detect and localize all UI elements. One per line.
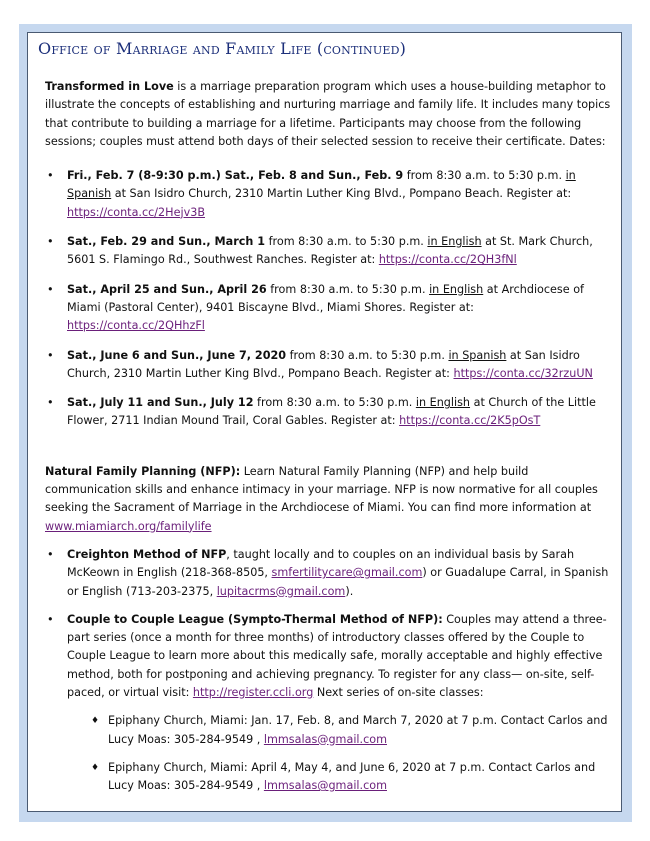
content-panel [27, 32, 622, 812]
email-link[interactable]: lupitacrms@gmail.com [216, 584, 346, 598]
class-text: Epiphany Church, Miami: April 4, May 4, and June 6, 2020 at 7 p.m. Contact Carlos and Lucy Moas: 305-284-9549 , [108, 760, 596, 793]
ccl-tail: Next series of on-site classes: [313, 686, 484, 700]
class-item [91, 759, 612, 796]
intro-program-name: Transformed in Love [45, 80, 174, 93]
class-item [91, 712, 612, 749]
session-language: in English [429, 282, 484, 296]
register-link[interactable]: https://conta.cc/2QH3fNl [378, 253, 517, 267]
content-body [45, 78, 612, 796]
creighton-text: , taught locally and to couples on an individual basis by Sarah McKeown in English (218-368-8505, [67, 547, 575, 580]
intro-paragraph [45, 78, 612, 151]
nfp-heading: Natural Family Planning (NFP): [45, 464, 241, 478]
session-time: from 8:30 a.m. to 5:30 p.m. [253, 396, 416, 410]
intro-text: is a marriage preparation program which uses a house-building metaphor to illustrate the concepts of establishing and nurturing marriage and family life. It includes many topics that contribute to building a marriage for a lifetime. Participants may choose from the following sessions; couples must attend both days of their selected session to receive their certificate. Dates: [45, 80, 611, 148]
email-link[interactable]: smfertilitycare@gmail.com [271, 566, 423, 580]
creighton-title: Creighton Method of NFP [67, 547, 227, 561]
session-language: in English [427, 235, 482, 249]
creighton-text: ) or Guadalupe Carral, in Spanish or English (713-203-2375, [67, 566, 609, 598]
register-link[interactable]: https://conta.cc/32rzuUN [453, 366, 593, 380]
session-dates: Sat., Feb. 29 and Sun., March 1 [67, 235, 266, 249]
session-place: at St. Mark Church, 5601 S. Flamingo Rd., Southwest Ranches. Register at: [67, 235, 593, 267]
session-time: from 8:30 a.m. to 5:30 p.m. [265, 235, 428, 249]
ccl-item [45, 611, 612, 702]
register-link[interactable]: https://conta.cc/2QHhzFl [67, 319, 205, 333]
email-link[interactable]: lmmsalas@gmail.com [263, 732, 387, 746]
session-item [45, 347, 612, 384]
session-language: in Spanish [67, 169, 576, 201]
class-list [91, 712, 612, 795]
familylife-link[interactable]: www.miamiarch.org/familylife [45, 519, 212, 533]
class-text: Epiphany Church, Miami: Jan. 17, Feb. 8, and March 7, 2020 at 7 p.m. Contact Carlos and Lucy Moas: 305-284-9549 , [108, 714, 608, 746]
session-dates: Sat., April 25 and Sun., April 26 [67, 282, 267, 296]
session-time: from 8:30 a.m. to 5:30 p.m. [266, 282, 430, 296]
session-item [45, 233, 612, 270]
nfp-method-list [45, 546, 612, 702]
session-place: at San Isidro Church, 2310 Martin Luther King Blvd., Pompano Beach. Register at: [111, 187, 572, 201]
session-time: from 8:30 a.m. to 5:30 p.m. [403, 169, 566, 183]
session-place: at Church of the Little Flower, 2711 Indian Mound Trail, Coral Gables. Register at: [67, 396, 596, 428]
ccl-title: Couple to Couple League (Sympto-Thermal Method of NFP): [67, 612, 443, 626]
nfp-paragraph [45, 463, 612, 536]
session-dates: Fri., Feb. 7 (8-9:30 p.m.) Sat., Feb. 8 and Sun., Feb. 9 [67, 169, 404, 183]
creighton-item [45, 546, 612, 601]
session-dates: Sat., July 11 and Sun., July 12 [67, 396, 254, 410]
session-item [45, 394, 612, 431]
session-place: at San Isidro Church, 2310 Martin Luther King Blvd., Pompano Beach. Register at: [67, 348, 580, 380]
session-time: from 8:30 a.m. to 5:30 p.m. [286, 348, 449, 362]
nfp-text: Learn Natural Family Planning (NFP) and help build communication skills and enhance intimacy in your marriage. NFP is now normative for all couples seeking the Sacrament of Marriage in the Archdiocese of Miami. You can find more information at [45, 464, 598, 515]
register-link[interactable]: https://conta.cc/2Hejv3B [67, 205, 205, 219]
register-ccli-link[interactable]: http://register.ccli.org [192, 686, 314, 700]
session-language: in English [415, 396, 471, 410]
email-link[interactable]: lmmsalas@gmail.com [263, 779, 387, 793]
session-dates: Sat., June 6 and Sun., June 7, 2020 [67, 348, 287, 362]
creighton-text: ). [345, 584, 354, 598]
session-language: in Spanish [448, 348, 507, 362]
ccl-text: Couples may attend a three-part series (once a month for three months) of introductory classes offered by the Couple to Couple League to learn more about this medically safe, morally acceptable and highly effective method, both for postponing and achieving pregnancy. To register for any class— on-site, self-paced, or virtual visit: [67, 612, 607, 700]
page-title: Office of Marriage and Family Life (continued) [38, 39, 407, 58]
session-list [45, 167, 612, 431]
register-link[interactable]: https://conta.cc/2K5pOsT [399, 414, 541, 428]
session-item [45, 281, 612, 336]
page-frame [19, 24, 632, 822]
session-place: at Archdiocese of Miami (Pastoral Center), 9401 Biscayne Blvd., Miami Shores. Register at: [67, 282, 584, 314]
session-item [45, 167, 612, 222]
